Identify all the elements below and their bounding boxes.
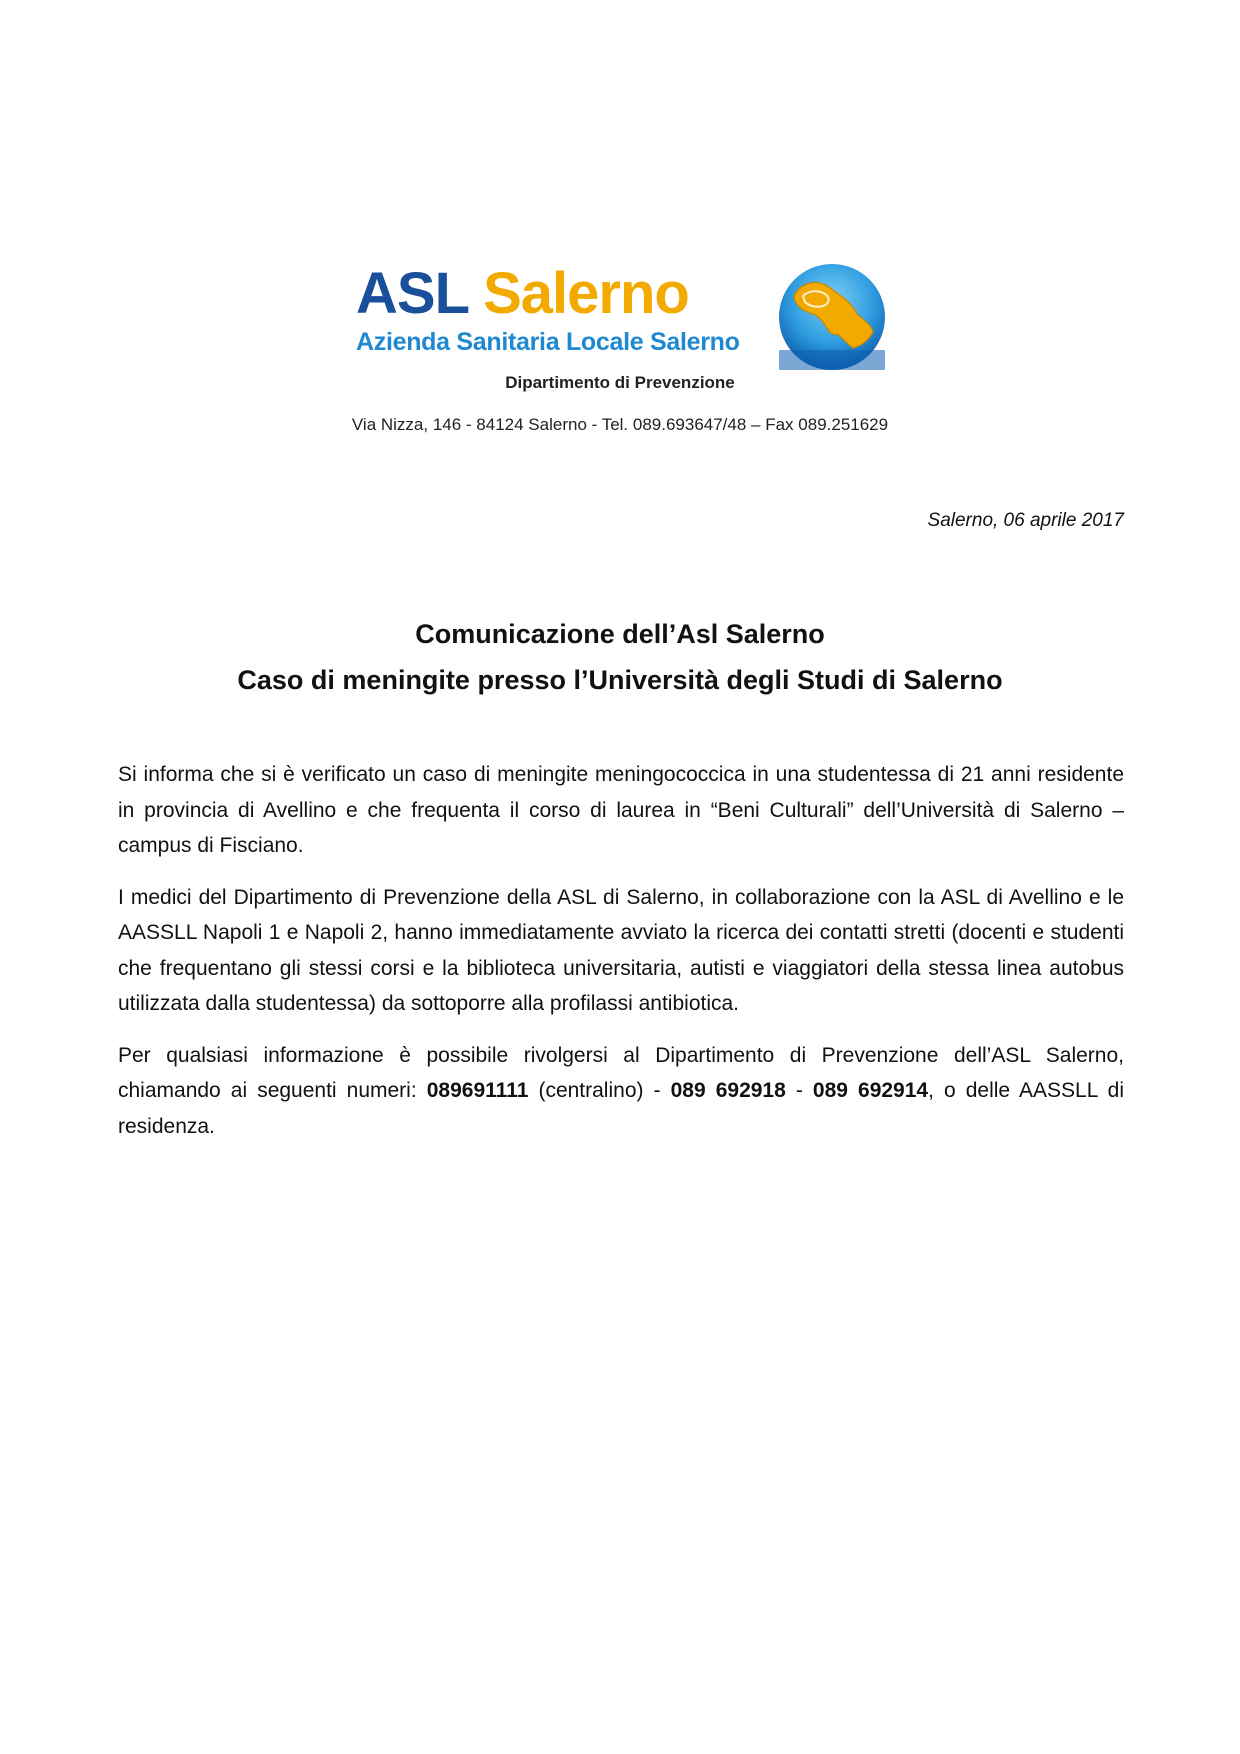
phone-separator: - <box>785 1079 813 1102</box>
campania-map-icon <box>777 262 887 372</box>
paragraph-contact-numbers <box>118 1038 1124 1145</box>
document-title-line1: Comunicazione dell’Asl Salerno <box>415 619 825 649</box>
department-address: Via Nizza, 146 - 84124 Salerno - Tel. 089.693647/48 – Fax 089.251629 <box>351 415 889 434</box>
phone-switchboard: 089691111 <box>426 1079 529 1102</box>
phone-number-3: 089 692914 <box>812 1079 929 1102</box>
department-name: Dipartimento di Prevenzione <box>505 373 735 392</box>
phone-number-2: 089 692918 <box>670 1079 786 1102</box>
document-date: Salerno, 06 aprile 2017 <box>927 510 1124 531</box>
paragraph-case-info: Si informa che si è verificato un caso di meningite meningococcica in una studentessa di 21 anni residente in provincia di Avellino e che frequenta il corso di laurea in “Beni Culturali” dell’Università di Salerno – campus di Fisciano. <box>118 763 1124 857</box>
contact-outro: , o delle AASSLL di residenza. <box>118 1079 1125 1138</box>
logo-title-salerno: Salerno <box>483 261 689 326</box>
asl-logo <box>356 262 896 374</box>
document-title-line2: Caso di meningite presso l’Università degli Studi di Salerno <box>237 665 1003 695</box>
logo-title <box>356 262 689 326</box>
paragraph-contact-tracing: I medici del Dipartimento di Prevenzione della ASL di Salerno, in collaborazione con la ASL di Avellino e le AASSLL Napoli 1 e Napoli 2, hanno immediatamente avviato la ricerca dei contatti stretti (docenti e studenti che frequentano gli stessi corsi e la biblioteca universitaria, autisti e viaggiatori della stessa linea autobus utilizzata dalla studentessa) da sottoporre alla profilassi antibiotica. <box>118 885 1124 1015</box>
contact-intro: Per qualsiasi informazione è possibile rivolgersi al Dipartimento di Prevenzione dell’ASL Salerno, chiamando ai seguenti numeri: <box>118 1043 1124 1102</box>
logo-subtitle: Azienda Sanitaria Locale Salerno <box>356 328 740 356</box>
logo-title-asl: ASL <box>356 261 468 326</box>
phone-switchboard-note: (centralino) - <box>528 1079 671 1102</box>
document-body <box>118 757 1124 1160</box>
